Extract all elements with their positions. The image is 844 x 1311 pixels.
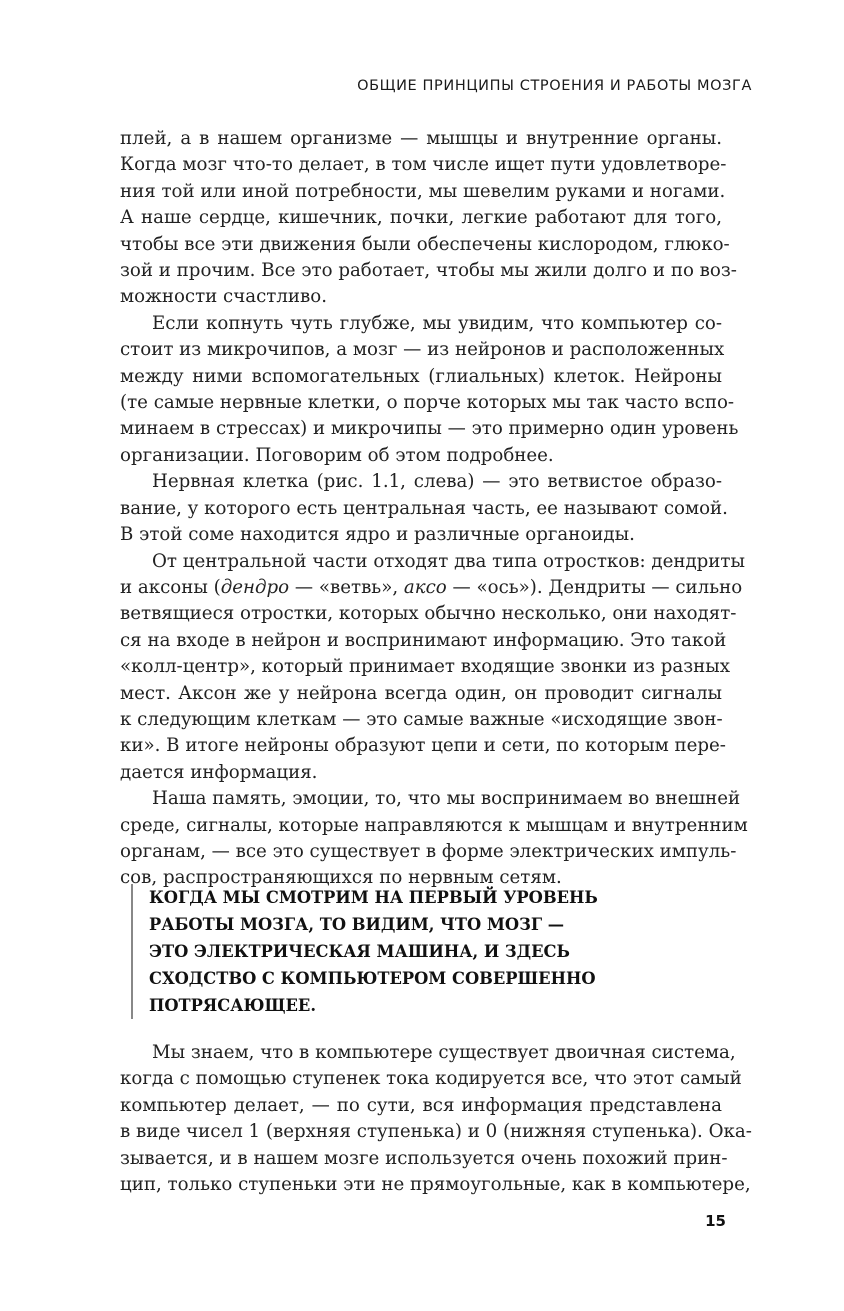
quote-line: КОГДА МЫ СМОТРИМ НА ПЕРВЫЙ УРОВЕНЬ [149, 888, 598, 907]
pull-quote [131, 884, 669, 1019]
quote-line: РАБОТЫ МОЗГА, ТО ВИДИМ, ЧТО МОЗГ — [149, 915, 565, 934]
text-line: Мы знаем, что в компьютере существует двоичная система, [152, 1042, 736, 1063]
text-line: плей, а в нашем организме — мышцы и внутренние органы. [120, 128, 722, 149]
text-line: органам, — все это существует в форме электрических импуль- [120, 840, 737, 862]
text-line: (те самые нервные клетки, о порче которых мы так часто вспо- [120, 392, 735, 414]
text-line: ся на входе в нейрон и воспринимают информацию. Это такой [120, 629, 727, 651]
text-line: мест. Аксон же у нейрона всегда один, он проводит сигналы [120, 682, 722, 704]
text-line: Нервная клетка (рис. 1.1, слева) — это ветвистое образо- [152, 471, 722, 493]
text-line: ветвящиеся отростки, которых обычно несколько, они находят- [120, 603, 737, 625]
quote-line: ПОТРЯСАЮЩЕЕ. [149, 996, 316, 1015]
text-line: зой и прочим. Все это работает, чтобы мы жили долго и по воз- [120, 260, 737, 282]
quote-line: ЭТО ЭЛЕКТРИЧЕСКАЯ МАШИНА, И ЗДЕСЬ [149, 942, 570, 961]
paragraph-6 [120, 1040, 752, 1198]
text-line: стоит из микрочипов, а мозг — из нейронов и расположенных [120, 339, 725, 361]
paragraph-1 [120, 126, 737, 311]
page-number: 15 [705, 1212, 726, 1230]
body-text-after-quote [120, 1040, 752, 1198]
text-line: цип, только ступеньки эти не прямоугольные, как в компьютере, [120, 1174, 751, 1196]
text-line: можности счастливо. [120, 286, 327, 308]
text-line: чтобы все эти движения были обеспечены кислородом, глюко- [120, 233, 730, 255]
text-line: дается информация. [120, 761, 318, 783]
text-line-with-italics: и аксоны (дендро — «ветвь», аксо — «ось»). Дендриты — сильно [120, 576, 743, 598]
text-line: минаем в стрессах) и микрочипы — это примерно один уровень [120, 418, 739, 440]
paragraph-3 [120, 469, 728, 548]
text-line: в виде чисел 1 (верхняя ступенька) и 0 (нижняя ступенька). Ока- [120, 1121, 752, 1143]
text-line: среде, сигналы, которые направляются к мышцам и внутренним [120, 814, 748, 836]
text-line: организации. Поговорим об этом подробнее. [120, 444, 554, 466]
text-line: зывается, и в нашем мозге используется очень похожий прин- [120, 1147, 728, 1169]
body-text [120, 126, 748, 892]
paragraph-2 [120, 311, 739, 469]
italic-term: аксо [403, 576, 447, 598]
text-line: к следующим клеткам — это самые важные «исходящие звон- [120, 708, 723, 730]
text-line: ния той или иной потребности, мы шевелим руками и ногами. [120, 180, 726, 202]
text-line: От центральной части отходят два типа отростков: дендриты [152, 550, 745, 572]
text-line: А наше сердце, кишечник, почки, легкие работают для того, [120, 207, 722, 229]
italic-term: дендро [220, 576, 290, 598]
text-line: компьютер делает, — по сути, вся информация представлена [120, 1094, 722, 1116]
text-line: сов, распространяющихся по нервным сетям. [120, 867, 562, 889]
text-line: когда с помощью ступенек тока кодируется все, что этот самый [120, 1068, 742, 1090]
text-line: вание, у которого есть центральная часть, ее называют сомой. [120, 497, 728, 519]
text-line: между ними вспомогательных (глиальных) клеток. Нейроны [120, 365, 722, 387]
text-line: «колл-центр», который принимает входящие звонки из разных [120, 656, 731, 678]
text-line: ки». В итоге нейроны образуют цепи и сети, по которым пере- [120, 735, 726, 757]
text-line: В этой соме находится ядро и различные органоиды. [120, 524, 635, 546]
quote-line: СХОДСТВО С КОМПЬЮТЕРОМ СОВЕРШЕННО [149, 969, 596, 988]
paragraph-5 [120, 786, 748, 892]
text-line: Наша память, эмоции, то, что мы воспринимаем во внешней [152, 788, 741, 810]
text-line: Если копнуть чуть глубже, мы увидим, что компьютер со- [152, 312, 722, 334]
paragraph-4 [120, 549, 745, 787]
running-header: ОБЩИЕ ПРИНЦИПЫ СТРОЕНИЯ И РАБОТЫ МОЗГА [357, 78, 752, 94]
text-line: Когда мозг что-то делает, в том числе ищет пути удовлетворе- [120, 154, 727, 176]
